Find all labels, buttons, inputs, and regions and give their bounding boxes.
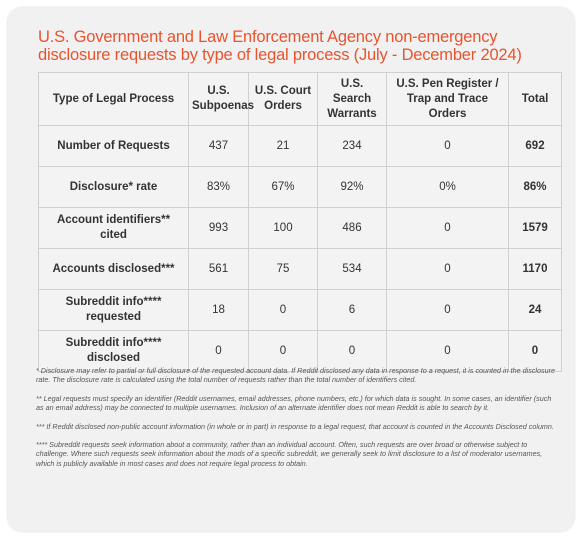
table-cell: 437 — [189, 126, 249, 167]
table-cell: 21 — [249, 126, 318, 167]
row-label: Account identifiers** cited — [39, 208, 189, 249]
row-label: Number of Requests — [39, 126, 189, 167]
footnote-identifiers: ** Legal requests must specify an identifier (Reddit usernames, email addresses, phone numbers, etc.) for which data is sought. In some cases, an identifier (such as an email address) may be connected to multiple usernames. Inclusion of an alternate identifier does not mean Reddit is able to search by it. — [36, 393, 552, 413]
table-cell: 0 — [387, 290, 509, 331]
table-row — [39, 208, 562, 249]
table-cell: 0 — [387, 208, 509, 249]
footnote-accounts-disclosed: *** If Reddit disclosed non-public account information (in whole or in part) in response to a legal request, that account is counted in the Accounts Disclosed column. — [36, 421, 554, 431]
table-cell: 486 — [318, 208, 387, 249]
col-header-subpoenas: U.S. Subpoenas — [189, 73, 249, 126]
table-cell: 534 — [318, 249, 387, 290]
footnote-disclosure: * Disclosure may refer to partial or full disclosure of the requested account data. If Reddit disclosed any data in response to a request, it is counted in the disclosure rate. The disclosure rate is calculated using the total number of requests rather than the total number of identifiers cited. — [36, 366, 555, 385]
table-cell: 100 — [249, 208, 318, 249]
table-cell: 67% — [249, 167, 318, 208]
table-cell: 0 — [318, 331, 387, 372]
disclosure-table — [38, 72, 562, 372]
footnotes — [36, 366, 558, 477]
table-cell: 234 — [318, 126, 387, 167]
col-header-pen-register: U.S. Pen Register / Trap and Trace Orders — [387, 73, 509, 126]
row-label: Subreddit info**** requested — [39, 290, 189, 331]
row-label: Accounts disclosed*** — [39, 249, 189, 290]
total-cell: 1579 — [509, 208, 562, 249]
table-header-row — [39, 73, 562, 126]
total-cell: 24 — [509, 290, 562, 331]
table-cell: 0 — [249, 290, 318, 331]
table-cell: 0 — [387, 126, 509, 167]
row-label: Disclosure* rate — [39, 167, 189, 208]
table-row — [39, 167, 562, 208]
table-cell: 75 — [249, 249, 318, 290]
table-row — [39, 290, 562, 331]
table-cell: 0 — [249, 331, 318, 372]
col-header-total: Total — [509, 73, 562, 126]
table-row — [39, 249, 562, 290]
footnote-subreddit: **** Subreddit requests seek information about a community, rather than an individual account. Often, such requests are over broad or otherwise subject to challenge. Where such requests seek information about the mods of a specific subreddit, we generally seek to limit disclosure to a list of moderator usernames, which is publicly available in most cases and does not require legal process to obtain. — [36, 440, 543, 468]
table-cell: 0% — [387, 167, 509, 208]
table-cell: 18 — [189, 290, 249, 331]
table-cell: 0 — [387, 249, 509, 290]
table-cell: 83% — [189, 167, 249, 208]
total-cell: 692 — [509, 126, 562, 167]
table-row — [39, 126, 562, 167]
report-title: U.S. Government and Law Enforcement Agency non-emergency disclosure requests by type of legal process (July - December 2024) — [38, 28, 522, 64]
row-label: Subreddit info**** disclosed — [39, 331, 189, 372]
table-cell: 0 — [387, 331, 509, 372]
table-cell: 92% — [318, 167, 387, 208]
col-header-court-orders: U.S. Court Orders — [249, 73, 318, 126]
total-cell: 0 — [509, 331, 562, 372]
table-cell: 993 — [189, 208, 249, 249]
table-cell: 6 — [318, 290, 387, 331]
table-cell: 0 — [189, 331, 249, 372]
col-header-search-warrants: U.S. Search Warrants — [318, 73, 387, 126]
total-cell: 1170 — [509, 249, 562, 290]
report-card — [8, 8, 574, 531]
table-cell: 561 — [189, 249, 249, 290]
col-header-type: Type of Legal Process — [39, 73, 189, 126]
total-cell: 86% — [509, 167, 562, 208]
